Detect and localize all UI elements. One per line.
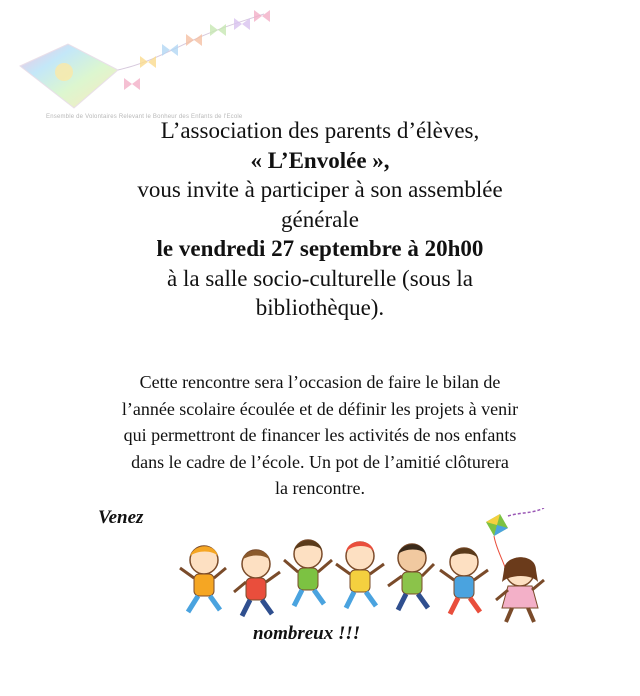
closing-venez: Venez bbox=[98, 507, 144, 528]
association-name: « L’Envolée », bbox=[250, 147, 390, 173]
invitation-line: vous invite à participer à son assemblée bbox=[137, 177, 503, 202]
message-line: dans le cadre de l’école. Un pot de l’amitié clôturera bbox=[131, 451, 509, 472]
event-location: bibliothèque). bbox=[255, 295, 385, 320]
invitation-line: générale bbox=[281, 206, 359, 232]
event-date: le vendredi 27 septembre à 20h00 bbox=[156, 236, 484, 261]
message-line: la rencontre. bbox=[275, 478, 365, 498]
event-location: à la salle socio-culturelle (sous la bbox=[167, 265, 473, 291]
closing-nombreux: nombreux !!! bbox=[253, 623, 361, 644]
children-jumping-illustration bbox=[176, 508, 566, 626]
kite-logo-icon bbox=[14, 4, 274, 124]
message-line: l’année scolaire écoulée et de définir les projets à venir bbox=[121, 398, 519, 419]
logo-tagline: Ensemble de Volontaires Relevant le Bonheur des Enfants de l'Ecole bbox=[46, 114, 243, 120]
message-line: Cette rencontre sera l’occasion de faire le bilan de bbox=[139, 372, 501, 392]
message-paragraph bbox=[70, 369, 570, 502]
message-line: qui permettront de financer les activités de nos enfants bbox=[123, 425, 517, 445]
invitation-line: L’association des parents d’élèves, bbox=[160, 118, 480, 143]
invitation-text bbox=[0, 116, 640, 323]
